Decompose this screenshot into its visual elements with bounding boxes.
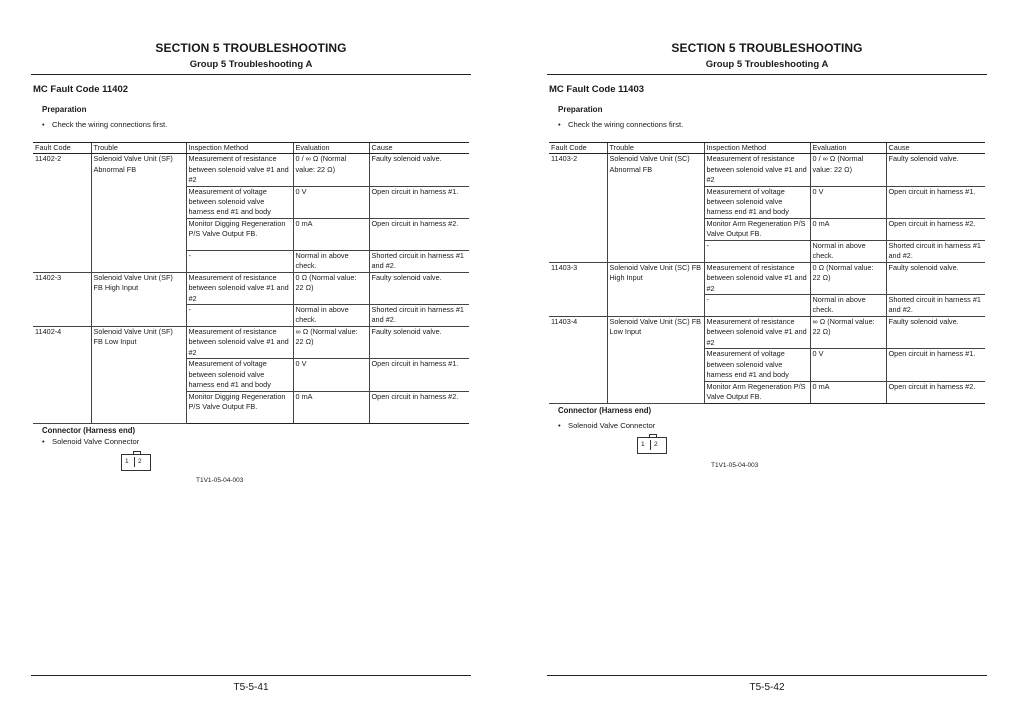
pin-label: 1 xyxy=(125,458,129,465)
connector-item-text: Solenoid Valve Connector xyxy=(568,421,656,430)
pin-label: 1 xyxy=(641,441,645,448)
trouble-cell: Solenoid Valve Unit (SC) Abnormal FB xyxy=(607,154,704,262)
cause-cell: Faulty solenoid valve. xyxy=(369,327,469,359)
method-cell: Monitor Arm Regeneration P/S Valve Output FB. xyxy=(704,381,810,403)
figure-code: T1V1-05-04-003 xyxy=(196,477,244,484)
method-cell: Measurement of resistance between solenoid valve #1 and #2 xyxy=(704,262,810,294)
table-row xyxy=(549,154,985,186)
evaluation-cell: Normal in above check. xyxy=(293,305,369,327)
column-header: Inspection Method xyxy=(186,143,293,154)
evaluation-cell: 0 mA xyxy=(810,218,886,240)
connector-item-text: Solenoid Valve Connector xyxy=(52,437,140,446)
trouble-cell: Solenoid Valve Unit (SF) FB High Input xyxy=(91,272,186,326)
cause-cell: Open circuit in harness #1. xyxy=(369,359,469,391)
cause-cell: Open circuit in harness #2. xyxy=(886,218,985,240)
group-title: Group 5 Troubleshooting A xyxy=(189,59,313,70)
preparation-item xyxy=(558,120,683,129)
group-title: Group 5 Troubleshooting A xyxy=(705,59,829,70)
evaluation-cell: Normal in above check. xyxy=(810,295,886,317)
fault-code-cell: 11402-4 xyxy=(33,327,91,423)
bullet-icon: • xyxy=(42,120,45,129)
evaluation-cell: Normal in above check. xyxy=(810,240,886,262)
evaluation-cell: ∞ Ω (Normal value: 22 Ω) xyxy=(810,317,886,349)
cause-cell: Open circuit in harness #1. xyxy=(369,186,469,218)
table-row xyxy=(549,262,985,294)
column-header: Evaluation xyxy=(810,143,886,154)
page-number: T5-5-42 xyxy=(749,682,785,693)
table-header-row xyxy=(33,143,469,154)
column-header: Fault Code xyxy=(33,143,91,154)
evaluation-cell: Normal in above check. xyxy=(293,250,369,272)
evaluation-cell: 0 V xyxy=(293,359,369,391)
trouble-cell: Solenoid Valve Unit (SF) Abnormal FB xyxy=(91,154,186,272)
method-cell: Monitor Arm Regeneration P/S Valve Output FB. xyxy=(704,218,810,240)
table-row xyxy=(33,154,469,186)
bullet-icon: • xyxy=(42,437,45,446)
evaluation-cell: 0 Ω (Normal value: 22 Ω) xyxy=(293,272,369,304)
column-header: Evaluation xyxy=(293,143,369,154)
connector-diagram xyxy=(121,451,151,471)
cause-cell: Open circuit in harness #1. xyxy=(886,349,985,381)
method-cell: Measurement of resistance between solenoid valve #1 and #2 xyxy=(186,154,293,186)
cause-cell: Shorted circuit in harness #1 and #2. xyxy=(886,240,985,262)
connector-heading: Connector (Harness end) xyxy=(42,426,136,435)
cause-cell: Shorted circuit in harness #1 and #2. xyxy=(369,250,469,272)
evaluation-cell: ∞ Ω (Normal value: 22 Ω) xyxy=(293,327,369,359)
footer-rule xyxy=(31,675,471,676)
method-cell: - xyxy=(704,240,810,262)
evaluation-cell: 0 mA xyxy=(293,218,369,250)
figure-code: T1V1-05-04-003 xyxy=(711,462,759,469)
column-header: Trouble xyxy=(607,143,704,154)
fault-table xyxy=(33,142,469,424)
page-number: T5-5-41 xyxy=(233,682,269,693)
fault-code-title: MC Fault Code 11402 xyxy=(33,84,129,95)
trouble-cell: Solenoid Valve Unit (SC) FB Low Input xyxy=(607,317,704,403)
connector-item xyxy=(42,437,139,446)
cause-cell: Faulty solenoid valve. xyxy=(886,154,985,186)
fault-code-cell: 11403-4 xyxy=(549,317,607,403)
table-row xyxy=(33,327,469,359)
trouble-cell: Solenoid Valve Unit (SF) FB Low Input xyxy=(91,327,186,423)
evaluation-cell: 0 V xyxy=(293,186,369,218)
fault-code-cell: 11403-2 xyxy=(549,154,607,262)
cause-cell: Open circuit in harness #2. xyxy=(886,381,985,403)
column-header: Cause xyxy=(369,143,469,154)
evaluation-cell: 0 Ω (Normal value: 22 Ω) xyxy=(810,262,886,294)
cause-cell: Open circuit in harness #2. xyxy=(369,391,469,423)
preparation-item-text: Check the wiring connections first. xyxy=(568,120,684,129)
pin-label: 2 xyxy=(138,458,142,465)
method-cell: - xyxy=(704,295,810,317)
cause-cell: Faulty solenoid valve. xyxy=(886,262,985,294)
fault-code-title: MC Fault Code 11403 xyxy=(549,84,645,95)
preparation-heading: Preparation xyxy=(42,105,87,114)
table-row xyxy=(33,272,469,304)
method-cell: - xyxy=(186,305,293,327)
evaluation-cell: 0 V xyxy=(810,349,886,381)
cause-cell: Shorted circuit in harness #1 and #2. xyxy=(369,305,469,327)
method-cell: Measurement of resistance between solenoid valve #1 and #2 xyxy=(704,317,810,349)
method-cell: Measurement of voltage between solenoid valve harness end #1 and body xyxy=(704,349,810,381)
preparation-item xyxy=(42,120,167,129)
bullet-icon: • xyxy=(558,421,561,430)
cause-cell: Faulty solenoid valve. xyxy=(886,317,985,349)
method-cell: - xyxy=(186,250,293,272)
cause-cell: Open circuit in harness #1. xyxy=(886,186,985,218)
fault-code-cell: 11402-2 xyxy=(33,154,91,272)
method-cell: Measurement of voltage between solenoid valve harness end #1 and body xyxy=(186,359,293,391)
preparation-item-text: Check the wiring connections first. xyxy=(52,120,168,129)
trouble-cell: Solenoid Valve Unit (SC) FB High Input xyxy=(607,262,704,316)
header-rule xyxy=(547,74,987,75)
method-cell: Measurement of resistance between solenoid valve #1 and #2 xyxy=(704,154,810,186)
evaluation-cell: 0 mA xyxy=(810,381,886,403)
footer-rule xyxy=(547,675,987,676)
left-page xyxy=(31,0,471,725)
connector-diagram xyxy=(637,434,667,454)
fault-code-cell: 11403-3 xyxy=(549,262,607,316)
column-header: Cause xyxy=(886,143,985,154)
column-header: Fault Code xyxy=(549,143,607,154)
bullet-icon: • xyxy=(558,120,561,129)
evaluation-cell: 0 V xyxy=(810,186,886,218)
connector-heading: Connector (Harness end) xyxy=(558,406,652,415)
evaluation-cell: 0 mA xyxy=(293,391,369,423)
evaluation-cell: 0 / ∞ Ω (Normal value: 22 Ω) xyxy=(810,154,886,186)
section-title: SECTION 5 TROUBLESHOOTING xyxy=(671,41,863,55)
table-row xyxy=(549,317,985,349)
method-cell: Monitor Digging Regeneration P/S Valve Output FB. xyxy=(186,391,293,423)
fault-table xyxy=(549,142,985,404)
pin-label: 2 xyxy=(654,441,658,448)
connector-item xyxy=(558,421,655,430)
fault-code-cell: 11402-3 xyxy=(33,272,91,326)
cause-cell: Open circuit in harness #2. xyxy=(369,218,469,250)
cause-cell: Shorted circuit in harness #1 and #2. xyxy=(886,295,985,317)
method-cell: Monitor Digging Regeneration P/S Valve Output FB. xyxy=(186,218,293,250)
method-cell: Measurement of resistance between solenoid valve #1 and #2 xyxy=(186,327,293,359)
section-title: SECTION 5 TROUBLESHOOTING xyxy=(155,41,347,55)
column-header: Inspection Method xyxy=(704,143,810,154)
method-cell: Measurement of voltage between solenoid valve harness end #1 and body xyxy=(704,186,810,218)
cause-cell: Faulty solenoid valve. xyxy=(369,272,469,304)
evaluation-cell: 0 / ∞ Ω (Normal value: 22 Ω) xyxy=(293,154,369,186)
preparation-heading: Preparation xyxy=(558,105,603,114)
method-cell: Measurement of resistance between solenoid valve #1 and #2 xyxy=(186,272,293,304)
column-header: Trouble xyxy=(91,143,186,154)
right-page xyxy=(547,0,987,725)
cause-cell: Faulty solenoid valve. xyxy=(369,154,469,186)
table-header-row xyxy=(549,143,985,154)
method-cell: Measurement of voltage between solenoid valve harness end #1 and body xyxy=(186,186,293,218)
header-rule xyxy=(31,74,471,75)
